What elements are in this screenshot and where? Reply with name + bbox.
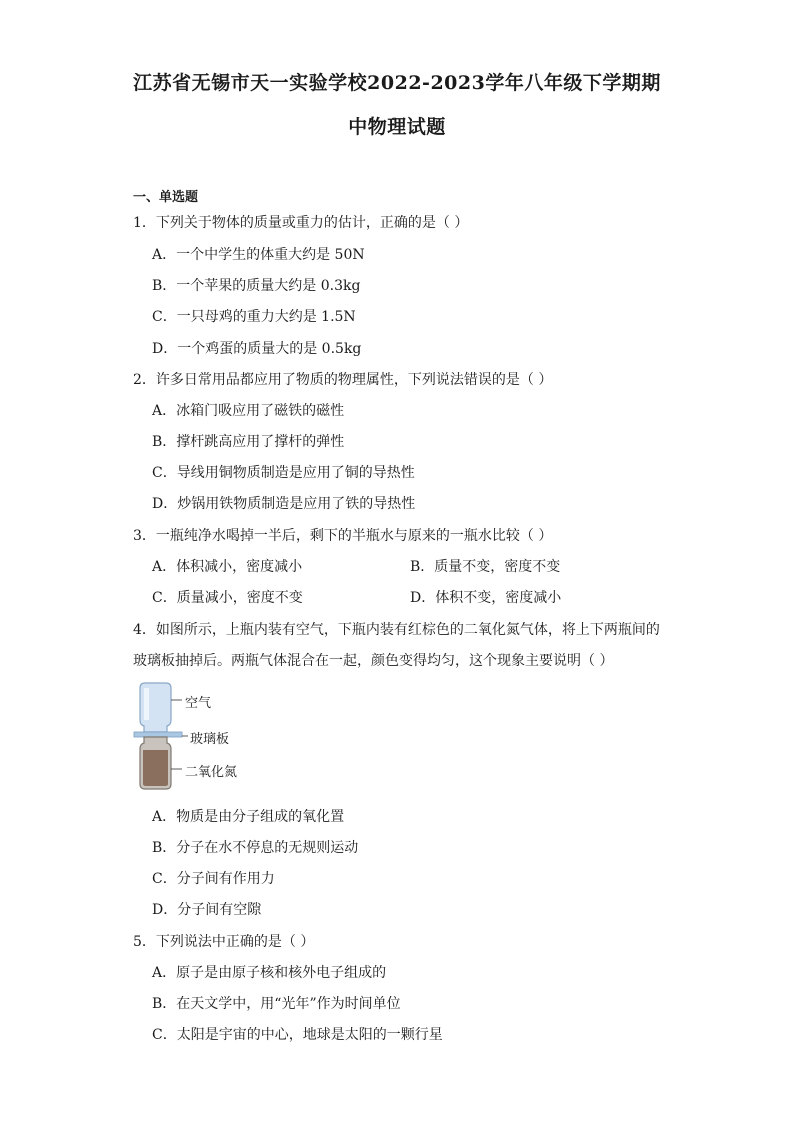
glass-plate: [134, 732, 182, 737]
label-air: 空气: [185, 696, 212, 711]
page-title-line-2: 中物理试题: [348, 116, 446, 138]
question-4-option-a: A．物质是由分子组成的氧化置: [152, 809, 345, 825]
question-4-option-d: D．分子间有空隙: [152, 902, 262, 918]
section-heading: 一、单选题: [133, 190, 199, 205]
question-3-option-c: C．质量减小，密度不变: [152, 590, 303, 606]
question-3-option-d: D．体积不变，密度减小: [410, 590, 562, 606]
question-3-stem: 3．一瓶纯净水喝掉一半后，剩下的半瓶水与原来的一瓶水比较（ ）: [133, 528, 553, 544]
question-5-option-a: A．原子是由原子核和核外电子组成的: [152, 965, 387, 981]
question-5-stem: 5．下列说法中正确的是（ ）: [133, 934, 315, 950]
lower-bottle-no2: [140, 737, 171, 789]
page-title-line-1: 江苏省无锡市天一实验学校2022-2023学年八年级下学期期: [133, 72, 661, 94]
question-4-option-b: B．分子在水不停息的无规则运动: [152, 840, 359, 856]
question-2-option-d: D．炒锅用铁物质制造是应用了铁的导热性: [152, 496, 416, 512]
bottles-diagram: [130, 680, 290, 792]
question-1-stem: 1．下列关于物体的质量或重力的估计，正确的是（ ）: [133, 215, 469, 231]
question-2-option-c: C．导线用铜物质制造是应用了铜的导热性: [152, 465, 415, 481]
question-3-option-b: B．质量不变，密度不变: [410, 559, 561, 575]
question-2-option-b: B．撑杆跳高应用了撑杆的弹性: [152, 434, 345, 450]
question-1-option-c: C．一只母鸡的重力大约是 1.5N: [152, 309, 356, 325]
question-2-stem: 2．许多日常用品都应用了物质的物理属性，下列说法错误的是（ ）: [133, 372, 553, 388]
question-1-option-b: B．一个苹果的质量大约是 0.3kg: [152, 278, 361, 294]
question-2-option-a: A．冰箱门吸应用了磁铁的磁性: [152, 403, 345, 419]
label-no2: 二氧化氮: [185, 765, 238, 780]
question-4-stem-line-1: 4．如图所示，上瓶内装有空气，下瓶内装有红棕色的二氧化氮气体，将上下两瓶间的: [133, 622, 660, 638]
question-1-option-d: D．一个鸡蛋的质量大的是 0.5kg: [152, 341, 362, 357]
upper-bottle-air: [140, 683, 171, 732]
question-5-option-c: C．太阳是宇宙的中心，地球是太阳的一颗行星: [152, 1027, 443, 1043]
label-glass-plate: 玻璃板: [190, 732, 230, 747]
question-3-option-a: A．体积减小，密度减小: [152, 559, 303, 575]
question-4-option-c: C．分子间有作用力: [152, 871, 275, 887]
question-4-stem-line-2: 玻璃板抽掉后。两瓶气体混合在一起，颜色变得均匀，这个现象主要说明（ ）: [133, 653, 614, 669]
question-1-option-a: A．一个中学生的体重大约是 50N: [152, 247, 365, 263]
question-5-option-b: B．在天文学中，用“光年”作为时间单位: [152, 996, 401, 1012]
